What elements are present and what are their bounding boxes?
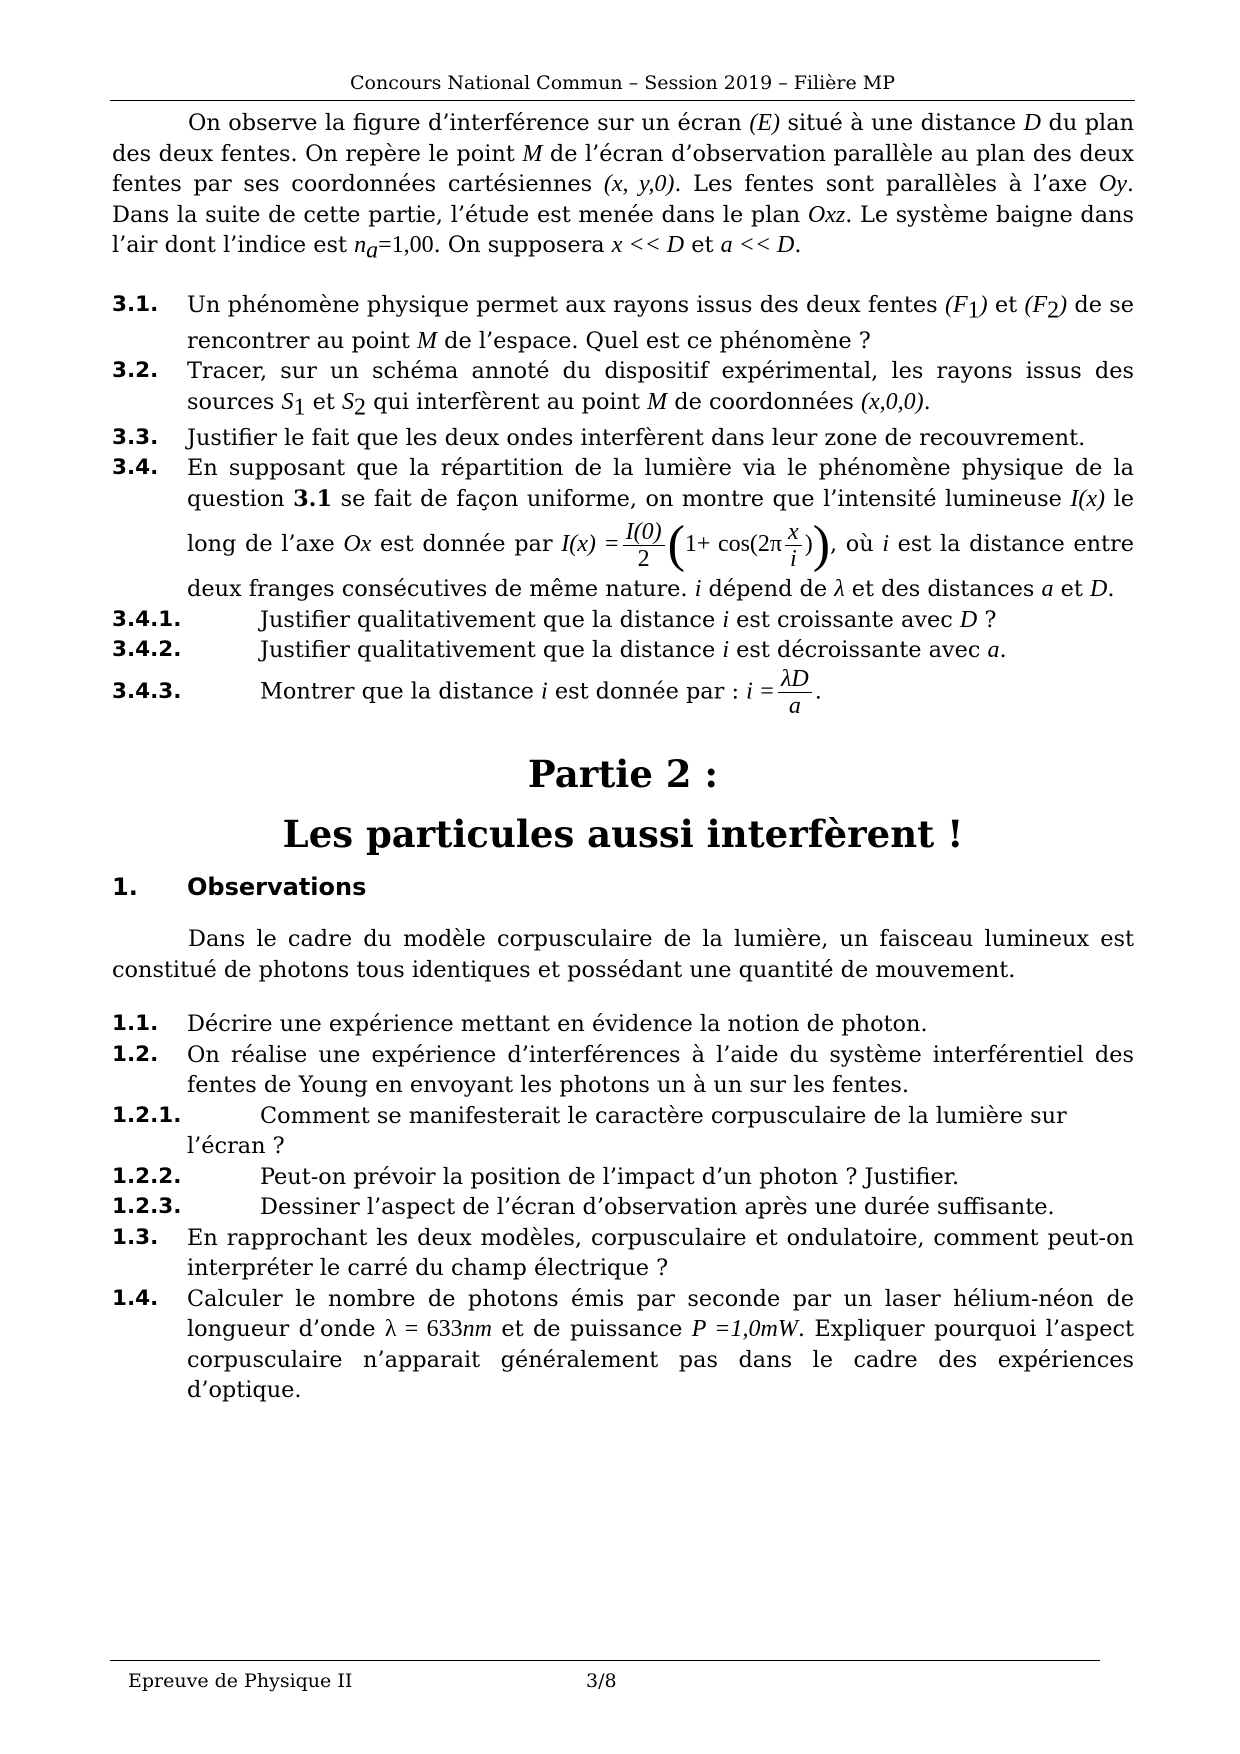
question-text: Dessiner l’aspect de l’écran d’observation après une durée suffisante. <box>260 1194 1055 1221</box>
footer-title: Epreuve de Physique II <box>128 1670 353 1692</box>
intro-paragraph <box>112 108 1134 266</box>
math-paren: ) <box>1059 291 1068 318</box>
question-text <box>260 666 1134 719</box>
math-sub: 2 <box>1047 297 1060 324</box>
math-condition-a: a << D <box>720 232 795 258</box>
intro-text: . On supposera <box>433 232 605 258</box>
question-text: Décrire une expérience mettant en évidence la notion de photon. <box>187 1011 928 1038</box>
text: Justifier qualitativement que la distance <box>260 637 716 664</box>
question-3-4-3 <box>112 666 1134 719</box>
math-M: M <box>417 327 437 354</box>
question-number: 3.4. <box>112 455 159 481</box>
section-title: Observations <box>187 872 367 901</box>
text: Un phénomène physique permet aux rayons issus des deux fentes <box>187 291 938 318</box>
math-sub: 2 <box>354 394 367 421</box>
intro-text: . Dans la suite de cette partie, l’étude est menée dans le plan <box>112 171 1134 228</box>
text: se fait de façon uniforme, on montre que l’intensité lumineuse <box>340 485 1062 512</box>
question-3-4 <box>112 453 1134 605</box>
fraction-denominator: i <box>790 545 797 572</box>
math-F2: (F <box>1024 291 1048 318</box>
math-i: i <box>541 678 548 705</box>
text: Montrer que la distance <box>260 678 534 705</box>
intro-text: On observe la figure d’interférence sur un écran <box>188 110 742 136</box>
question-1-2 <box>112 1040 1134 1101</box>
big-paren-open: ( <box>667 516 685 574</box>
question-1-4 <box>112 1284 1134 1406</box>
text: de se rencontrer au point <box>187 291 1135 354</box>
intro-text: et <box>691 232 714 258</box>
math-Ix: I(x) <box>1070 485 1106 512</box>
math-coords: (x, y,0) <box>603 171 675 197</box>
spacer <box>112 266 1134 290</box>
page-header: Concours National Commun – Session 2019 – Filière MP <box>350 72 895 94</box>
fraction-x-over-i <box>785 519 802 572</box>
math-Oy: Oy <box>1098 171 1127 197</box>
text: ? <box>984 606 997 633</box>
text: de l’espace. Quel est ce phénomène ? <box>444 327 871 354</box>
question-1-2-3 <box>112 1192 1134 1223</box>
question-text: Comment se manifesterait le caractère corpusculaire de la lumière sur <box>260 1102 1067 1129</box>
text: est la distance entre deux franges consécutives de même nature. <box>187 531 1134 603</box>
formula-lhs: I(x) = <box>561 531 620 558</box>
math-i: i <box>694 576 702 603</box>
text: est décroissante avec <box>736 637 981 664</box>
question-text: On réalise une expérience d’interférences à l’aide du système interférentiel des fentes de Young en envoyant les photons un à un sur les fentes. <box>187 1041 1134 1099</box>
math-a: a <box>987 637 1000 664</box>
text: de coordonnées <box>674 388 854 415</box>
formula-lhs: i = <box>746 678 776 705</box>
text: et <box>1060 576 1083 603</box>
intro-text: situé à une distance <box>787 110 1017 136</box>
intro-text: de l’écran d’observation parallèle au plan des deux fentes par ses coordonnées cartésiennes <box>112 140 1134 197</box>
text: . <box>814 678 822 705</box>
part-subtitle: Les particules aussi interfèrent ! <box>282 812 964 857</box>
fraction-numerator: λD <box>778 666 812 693</box>
intensity-formula <box>561 516 831 574</box>
page-content <box>112 108 1134 1406</box>
math-wavelength: λ = 633 <box>384 1316 463 1343</box>
text: dépend de <box>708 576 828 603</box>
math-n: n <box>354 232 367 258</box>
math-sub-a: a <box>366 237 379 264</box>
question-text: Justifier le fait que les deux ondes interfèrent dans leur zone de recouvrement. <box>187 424 1086 451</box>
intro-text: du plan des deux fentes. On repère le point <box>112 110 1134 167</box>
question-number: 3.4.1. <box>112 606 182 632</box>
text: et <box>312 388 335 415</box>
question-text: En rapprochant les deux modèles, corpusculaire et ondulatoire, comment peut-on interpréter le carré du champ électrique ? <box>187 1224 1134 1282</box>
text: et des distances <box>851 576 1035 603</box>
question-number: 1.2. <box>112 1041 159 1067</box>
question-text <box>260 605 1134 636</box>
question-1-2-1 <box>112 1101 1134 1132</box>
text: En supposant que la répartition de la lumière via le phénomène physique de la question <box>187 455 1134 512</box>
math-sub: 1 <box>967 297 980 324</box>
text: et <box>994 291 1018 318</box>
section-number: 1. <box>112 872 138 901</box>
text: est donnée par <box>380 531 553 558</box>
observations-paragraph: Dans le cadre du modèle corpusculaire de la lumière, un faisceau lumineux est constitué de photons tous identiques et possédant une quantité de mouvement. <box>112 926 1134 983</box>
question-3-1 <box>112 290 1134 356</box>
question-text <box>187 453 1134 605</box>
math-unit-nm: nm <box>462 1316 492 1343</box>
math-i: i <box>722 637 729 664</box>
math-D: D <box>1023 110 1042 136</box>
math-M: M <box>647 388 668 415</box>
part-title: Partie 2 : <box>527 751 719 796</box>
math-sub: 1 <box>293 394 306 421</box>
intro-text: . <box>794 232 802 258</box>
math-D: D <box>1089 576 1108 603</box>
question-text <box>260 635 1134 666</box>
question-number: 1.4. <box>112 1285 159 1311</box>
formula-cos: 1+ cos(2π <box>684 531 783 558</box>
question-text <box>187 1284 1134 1406</box>
math-index-value: =1,00 <box>378 232 434 258</box>
question-3-4-1 <box>112 605 1134 636</box>
text: Tracer, sur un schéma annoté du dispositif expérimental, les rayons issus des sources <box>187 358 1134 415</box>
question-number: 1.2.2. <box>112 1163 182 1189</box>
question-number: 1.1. <box>112 1011 159 1037</box>
fraction-denominator: a <box>788 692 801 719</box>
question-3-2 <box>112 356 1134 422</box>
math-unit-mW: mW <box>760 1316 798 1343</box>
formula-paren: ) <box>804 531 813 558</box>
question-number: 3.4.2. <box>112 637 182 663</box>
math-condition-x: x << D <box>611 232 685 258</box>
fraction-numerator: I(0) <box>623 519 665 546</box>
text: Justifier qualitativement que la distance <box>260 606 716 633</box>
math-a: a <box>1041 576 1054 603</box>
text: . <box>999 637 1007 664</box>
question-1-1 <box>112 1009 1134 1040</box>
math-Ox: Ox <box>343 531 372 558</box>
text: le long de l’axe <box>187 485 1134 558</box>
question-3-4-2 <box>112 635 1134 666</box>
text: . Expliquer pourquoi l’aspect corpusculaire n’apparait généralement pas dans le cadre des expériences d’optique. <box>187 1316 1134 1404</box>
question-reference: 3.1 <box>293 485 333 512</box>
question-1-2-2 <box>112 1162 1134 1193</box>
text: Calculer le nombre de photons émis par seconde par un laser hélium-néon de longueur d’onde <box>187 1285 1134 1343</box>
text: . <box>923 388 931 415</box>
question-1-3 <box>112 1223 1134 1284</box>
math-Oxz: Oxz <box>807 201 846 228</box>
fraction-numerator: x <box>785 519 802 546</box>
question-number: 3.3. <box>112 424 159 450</box>
spacer <box>112 902 1134 924</box>
question-number: 3.2. <box>112 358 159 384</box>
spacer <box>112 985 1134 1009</box>
math-M: M <box>522 140 543 167</box>
page-number: 3/8 <box>586 1670 617 1692</box>
question-number: 1.3. <box>112 1224 159 1250</box>
question-number: 1.2.3. <box>112 1194 182 1220</box>
math-lambda: λ <box>834 576 845 603</box>
question-text <box>187 290 1134 356</box>
question-number: 1.2.1. <box>112 1102 182 1128</box>
math-S1: S <box>281 388 294 415</box>
header-rule <box>110 100 1135 101</box>
math-power: P =1,0 <box>691 1316 761 1343</box>
text: est donnée par : <box>554 678 740 705</box>
footer-rule <box>110 1660 1100 1661</box>
section-heading <box>112 872 1134 903</box>
intro-text: . Les fentes sont parallèles à l’axe <box>674 171 1088 197</box>
math-E: (E) <box>749 110 780 136</box>
text: , où <box>830 531 874 558</box>
math-i: i <box>882 531 889 558</box>
question-text-continued: l’écran ? <box>187 1133 285 1160</box>
math-D: D <box>959 606 978 633</box>
question-number: 3.1. <box>112 291 159 317</box>
math-i: i <box>722 606 729 633</box>
fraction-denominator: 2 <box>637 545 650 572</box>
fraction-lambdaD-over-a <box>778 666 812 719</box>
question-text <box>187 356 1134 422</box>
fraction-I0-over-2 <box>623 519 665 572</box>
math-paren: ) <box>979 291 988 318</box>
text: est croissante avec <box>736 606 953 633</box>
math-F1: (F <box>944 291 968 318</box>
text: et de puissance <box>501 1316 683 1343</box>
big-paren-close: ) <box>812 516 831 574</box>
question-number: 3.4.3. <box>112 679 182 705</box>
intro-text: . Le système baigne dans l’air dont l’indice est <box>112 201 1135 258</box>
question-text: Peut-on prévoir la position de l’impact d’un photon ? Justifier. <box>260 1163 960 1190</box>
question-3-3 <box>112 423 1134 454</box>
text: qui interfèrent au point <box>373 388 641 415</box>
math-S2: S <box>342 388 355 415</box>
text: . <box>1107 576 1115 603</box>
math-coords: (x,0,0) <box>860 388 924 415</box>
